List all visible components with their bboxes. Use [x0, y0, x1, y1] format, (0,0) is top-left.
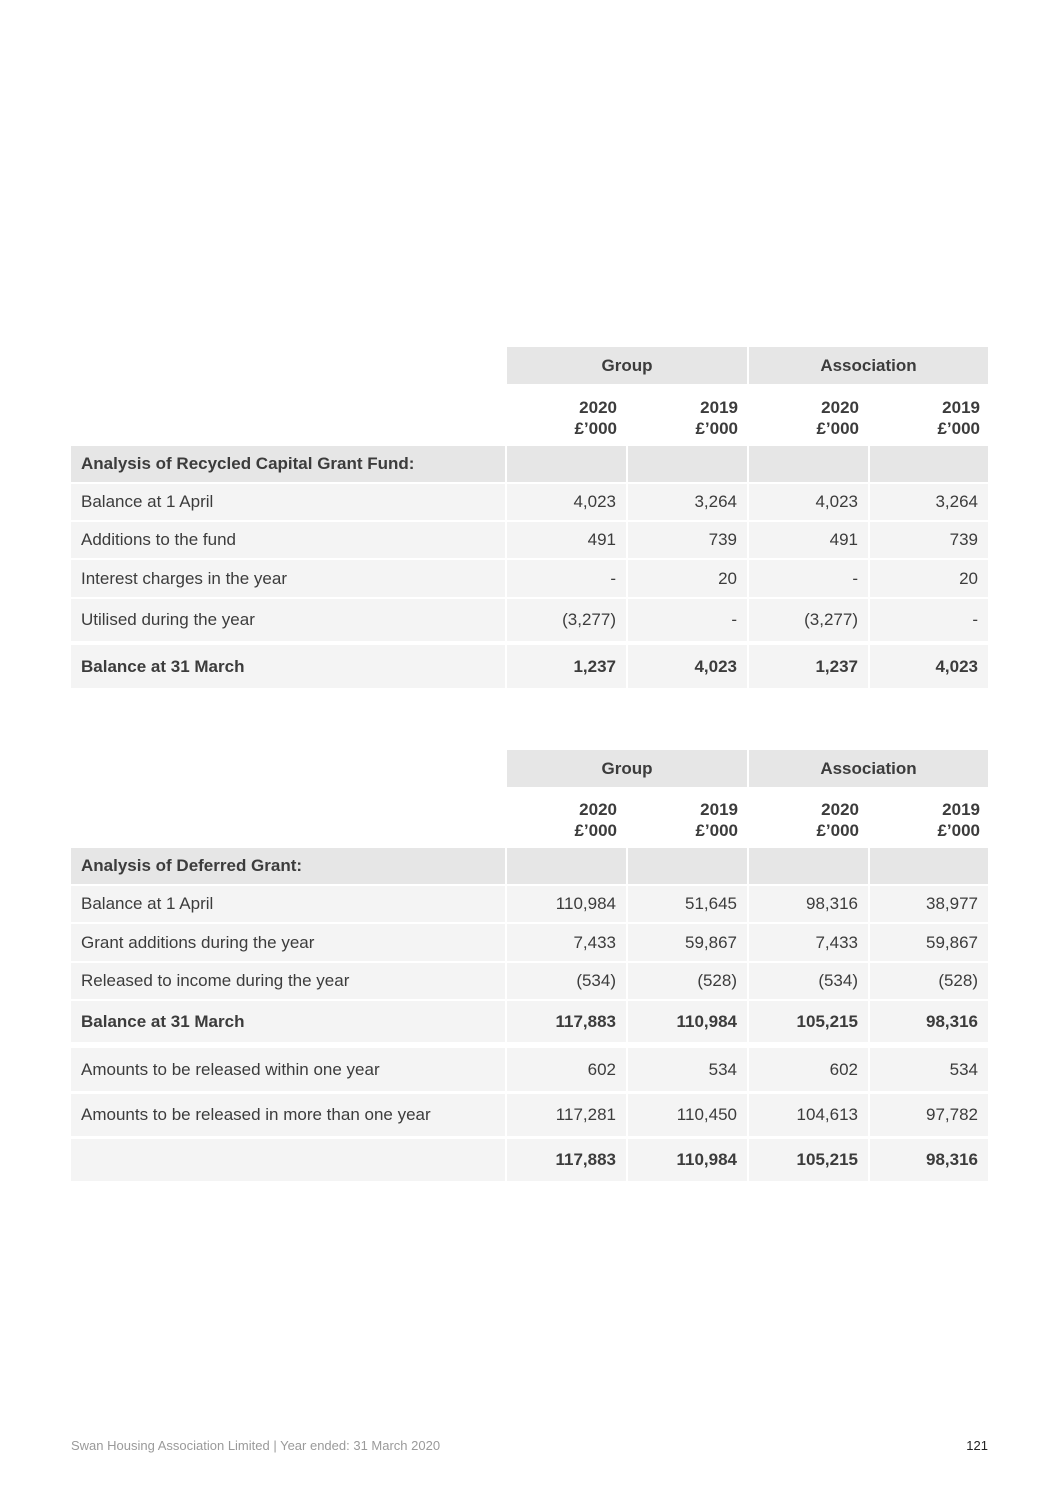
- row-value: 98,316: [870, 1139, 988, 1181]
- row-label: Amounts to be released in more than one year: [71, 1094, 505, 1136]
- year-label: 2020: [579, 800, 617, 819]
- row-label: Balance at 31 March: [71, 645, 505, 688]
- row-value: 1,237: [507, 645, 626, 688]
- year-header: [507, 799, 627, 841]
- row-value: -: [749, 560, 868, 597]
- row-value: (3,277): [507, 599, 626, 641]
- year-label: 2020: [821, 800, 859, 819]
- row-value: 4,023: [749, 484, 868, 520]
- row-value: (534): [749, 963, 868, 999]
- row-value: 1,237: [749, 645, 868, 688]
- row-value: 110,450: [628, 1094, 747, 1136]
- row-value: 97,782: [870, 1094, 988, 1136]
- row-value: 20: [870, 560, 988, 597]
- row-value: 739: [870, 522, 988, 558]
- year-header: [870, 799, 990, 841]
- row-value: 117,883: [507, 1001, 626, 1042]
- row-value: 104,613: [749, 1094, 868, 1136]
- column-group-header: Association: [749, 347, 988, 384]
- row-value: 4,023: [507, 484, 626, 520]
- row-value: 534: [870, 1048, 988, 1091]
- row-value: 110,984: [507, 886, 626, 922]
- row-label: Amounts to be released within one year: [71, 1048, 505, 1091]
- currency-unit: £’000: [816, 419, 859, 438]
- row-value: -: [628, 599, 747, 641]
- row-value: 602: [749, 1048, 868, 1091]
- row-value: 110,984: [628, 1139, 747, 1181]
- row-value: 739: [628, 522, 747, 558]
- currency-unit: £’000: [695, 419, 738, 438]
- currency-unit: £’000: [695, 821, 738, 840]
- row-value: 491: [749, 522, 868, 558]
- footer-text: Swan Housing Association Limited | Year ended: 31 March 2020: [71, 1438, 441, 1453]
- row-label: Additions to the fund: [71, 522, 505, 558]
- section-cell: [749, 446, 868, 482]
- row-value: 4,023: [870, 645, 988, 688]
- column-group-header: Association: [749, 750, 988, 787]
- row-value: 7,433: [749, 924, 868, 961]
- year-label: 2019: [942, 398, 980, 417]
- row-value: 20: [628, 560, 747, 597]
- section-cell: [870, 848, 988, 884]
- section-cell: [628, 446, 747, 482]
- row-value: 3,264: [628, 484, 747, 520]
- row-value: 51,645: [628, 886, 747, 922]
- year-header: [870, 397, 990, 439]
- row-value: (528): [870, 963, 988, 999]
- section-title: Analysis of Deferred Grant:: [71, 848, 505, 884]
- row-value: 491: [507, 522, 626, 558]
- page-number: 121: [966, 1438, 988, 1453]
- row-label: Balance at 1 April: [71, 886, 505, 922]
- row-value: 117,883: [507, 1139, 626, 1181]
- year-label: 2020: [821, 398, 859, 417]
- column-group-header: Group: [507, 347, 747, 384]
- currency-unit: £’000: [816, 821, 859, 840]
- year-header: [749, 799, 869, 841]
- section-cell: [628, 848, 747, 884]
- row-value: -: [870, 599, 988, 641]
- row-label: Utilised during the year: [71, 599, 505, 641]
- year-label: 2019: [942, 800, 980, 819]
- section-cell: [870, 446, 988, 482]
- row-value: 98,316: [870, 1001, 988, 1042]
- row-value: 4,023: [628, 645, 747, 688]
- year-header: [507, 397, 627, 439]
- row-value: 59,867: [870, 924, 988, 961]
- row-label: Balance at 31 March: [71, 1001, 505, 1042]
- row-value: 117,281: [507, 1094, 626, 1136]
- year-header: [628, 397, 748, 439]
- row-value: 38,977: [870, 886, 988, 922]
- row-value: 110,984: [628, 1001, 747, 1042]
- year-header: [749, 397, 869, 439]
- row-label: Grant additions during the year: [71, 924, 505, 961]
- row-value: 3,264: [870, 484, 988, 520]
- row-value: (528): [628, 963, 747, 999]
- row-value: 534: [628, 1048, 747, 1091]
- currency-unit: £’000: [574, 821, 617, 840]
- row-label: [71, 1139, 505, 1181]
- year-label: 2019: [700, 398, 738, 417]
- year-label: 2020: [579, 398, 617, 417]
- section-cell: [507, 848, 626, 884]
- row-value: 98,316: [749, 886, 868, 922]
- year-header: [628, 799, 748, 841]
- currency-unit: £’000: [574, 419, 617, 438]
- row-value: -: [507, 560, 626, 597]
- row-value: 602: [507, 1048, 626, 1091]
- row-value: 59,867: [628, 924, 747, 961]
- year-label: 2019: [700, 800, 738, 819]
- row-value: (3,277): [749, 599, 868, 641]
- section-cell: [507, 446, 626, 482]
- row-label: Balance at 1 April: [71, 484, 505, 520]
- column-group-header: Group: [507, 750, 747, 787]
- row-label: Interest charges in the year: [71, 560, 505, 597]
- row-value: 105,215: [749, 1139, 868, 1181]
- row-value: 7,433: [507, 924, 626, 961]
- row-label: Released to income during the year: [71, 963, 505, 999]
- row-value: 105,215: [749, 1001, 868, 1042]
- currency-unit: £’000: [937, 419, 980, 438]
- row-value: (534): [507, 963, 626, 999]
- section-title: Analysis of Recycled Capital Grant Fund:: [71, 446, 505, 482]
- section-cell: [749, 848, 868, 884]
- currency-unit: £’000: [937, 821, 980, 840]
